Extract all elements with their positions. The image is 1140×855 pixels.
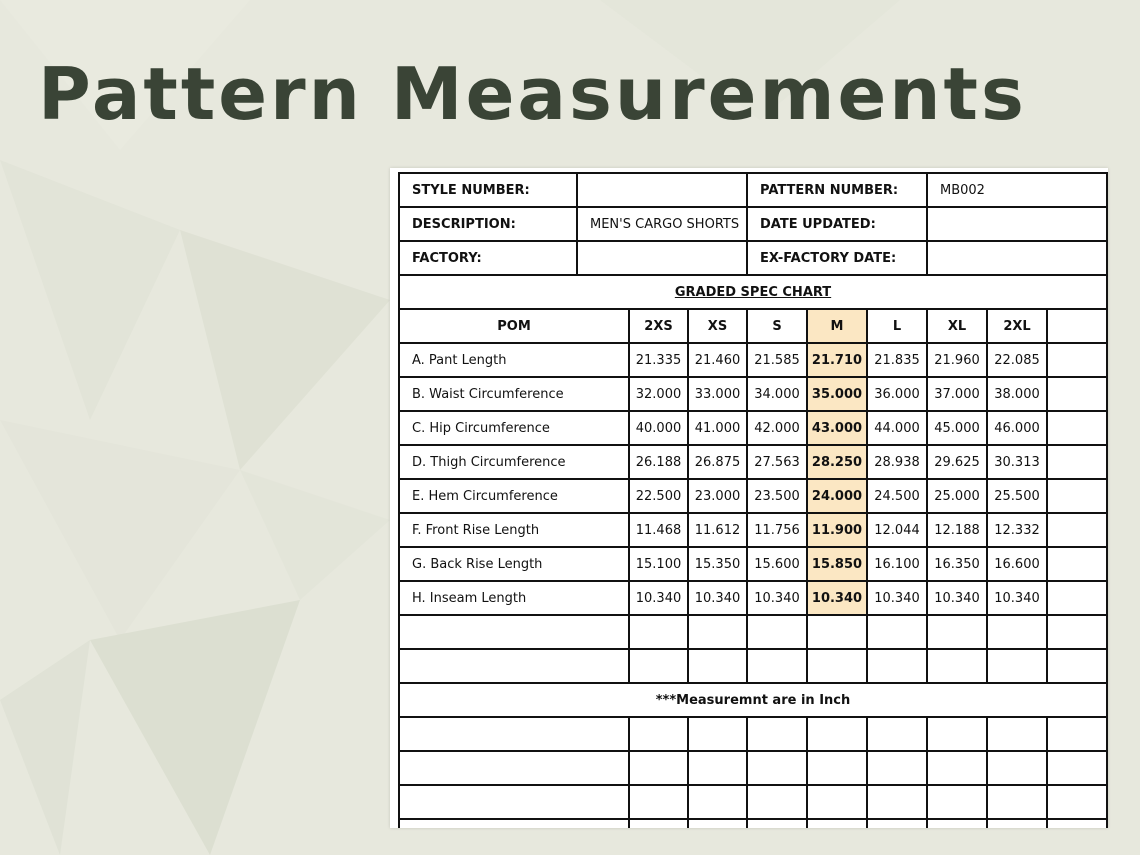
measurement-cell: 10.340 [867, 581, 927, 615]
measurement-cell: 34.000 [747, 377, 807, 411]
measurement-cell: 26.875 [688, 445, 747, 479]
empty-cell [629, 717, 688, 751]
measurement-cell: 28.938 [867, 445, 927, 479]
size-header-s: S [747, 309, 807, 343]
measurement-cell: 33.000 [688, 377, 747, 411]
measurement-cell: 11.612 [688, 513, 747, 547]
measurement-cell: 44.000 [867, 411, 927, 445]
measurement-cell: 21.335 [629, 343, 688, 377]
empty-cell [1047, 615, 1107, 649]
empty-cell [927, 819, 987, 828]
empty-cell [987, 785, 1047, 819]
header-row-factory [399, 241, 1107, 275]
empty-cell [807, 785, 867, 819]
empty-cell [629, 751, 688, 785]
measurement-cell: 16.600 [987, 547, 1047, 581]
empty-cell [867, 751, 927, 785]
empty-cell [1047, 785, 1107, 819]
measurement-cell: 21.710 [807, 343, 867, 377]
empty-cell [1047, 751, 1107, 785]
measurement-cell: 27.563 [747, 445, 807, 479]
measurement-cell: 12.044 [867, 513, 927, 547]
measurement-cell: 32.000 [629, 377, 688, 411]
pom-label: D. Thigh Circumference [399, 445, 629, 479]
empty-cell [807, 819, 867, 828]
description-field: MEN'S CARGO SHORTS [577, 207, 747, 241]
empty-cell [747, 649, 807, 683]
empty-cell [399, 785, 629, 819]
measurement-cell: 24.500 [867, 479, 927, 513]
measurement-cell: 28.250 [807, 445, 867, 479]
empty-cell [1047, 445, 1107, 479]
empty-cell [629, 649, 688, 683]
measurement-cell: 21.960 [927, 343, 987, 377]
measurement-cell: 21.460 [688, 343, 747, 377]
pattern-number-field: MB002 [927, 173, 1107, 207]
empty-cell [688, 717, 747, 751]
date-updated-field [927, 207, 1107, 241]
style-number-field [577, 173, 747, 207]
measurement-cell: 42.000 [747, 411, 807, 445]
empty-cell [688, 751, 747, 785]
measurement-cell: 15.850 [807, 547, 867, 581]
empty-cell [927, 717, 987, 751]
empty-cell [867, 717, 927, 751]
note-row [399, 683, 1107, 717]
date-updated-label: DATE UPDATED: [747, 207, 927, 241]
table-row [399, 547, 1107, 581]
chart-title-row [399, 275, 1107, 309]
measurement-cell: 43.000 [807, 411, 867, 445]
measurement-cell: 26.188 [629, 445, 688, 479]
header-row-description [399, 207, 1107, 241]
measurement-cell: 10.340 [807, 581, 867, 615]
empty-cell [807, 751, 867, 785]
measurement-cell: 10.340 [747, 581, 807, 615]
measurement-cell: 29.625 [927, 445, 987, 479]
description-label: DESCRIPTION: [399, 207, 577, 241]
empty-cell [867, 819, 927, 828]
empty-cell [399, 649, 629, 683]
measurement-cell: 10.340 [927, 581, 987, 615]
table-row [399, 343, 1107, 377]
measurement-cell: 10.340 [987, 581, 1047, 615]
empty-cell [747, 717, 807, 751]
empty-cell [1047, 377, 1107, 411]
measurement-cell: 22.500 [629, 479, 688, 513]
size-header-xl: XL [927, 309, 987, 343]
measurement-cell: 35.000 [807, 377, 867, 411]
empty-cell [747, 785, 807, 819]
empty-cell [688, 615, 747, 649]
empty-cell [688, 819, 747, 828]
measurement-cell: 16.100 [867, 547, 927, 581]
measurement-cell: 25.500 [987, 479, 1047, 513]
empty-cell [747, 615, 807, 649]
empty-cell [867, 649, 927, 683]
empty-row [399, 649, 1107, 683]
measurement-cell: 36.000 [867, 377, 927, 411]
measurement-cell: 21.585 [747, 343, 807, 377]
empty-cell [1047, 649, 1107, 683]
pom-label: E. Hem Circumference [399, 479, 629, 513]
empty-cell [747, 751, 807, 785]
spec-sheet [390, 168, 1108, 828]
empty-row [399, 785, 1107, 819]
chart-title: GRADED SPEC CHART [399, 275, 1107, 309]
measurement-cell: 15.600 [747, 547, 807, 581]
measurement-cell: 15.100 [629, 547, 688, 581]
pom-label: H. Inseam Length [399, 581, 629, 615]
empty-cell [927, 615, 987, 649]
pom-label: C. Hip Circumference [399, 411, 629, 445]
units-note: ***Measuremnt are in Inch [399, 683, 1107, 717]
pattern-number-label: PATTERN NUMBER: [747, 173, 927, 207]
empty-cell [688, 649, 747, 683]
ex-factory-date-label: EX-FACTORY DATE: [747, 241, 927, 275]
size-header-xs: XS [688, 309, 747, 343]
empty-cell [927, 649, 987, 683]
size-header-2xs: 2XS [629, 309, 688, 343]
empty-cell [1047, 343, 1107, 377]
style-number-label: STYLE NUMBER: [399, 173, 577, 207]
measurement-cell: 41.000 [688, 411, 747, 445]
table-row [399, 445, 1107, 479]
empty-cell [807, 615, 867, 649]
empty-cell [987, 649, 1047, 683]
measurement-cell: 25.000 [927, 479, 987, 513]
empty-cell [927, 751, 987, 785]
empty-row [399, 819, 1107, 828]
empty-cell [1047, 479, 1107, 513]
empty-cell [987, 615, 1047, 649]
factory-field [577, 241, 747, 275]
empty-cell [927, 785, 987, 819]
empty-cell [987, 819, 1047, 828]
empty-cell [1047, 581, 1107, 615]
pom-label: F. Front Rise Length [399, 513, 629, 547]
spec-table [398, 172, 1108, 828]
table-row [399, 581, 1107, 615]
measurement-cell: 22.085 [987, 343, 1047, 377]
measurement-cell: 10.340 [688, 581, 747, 615]
empty-cell [1047, 717, 1107, 751]
empty-cell [1047, 819, 1107, 828]
measurement-cell: 40.000 [629, 411, 688, 445]
empty-cell [399, 717, 629, 751]
table-row [399, 479, 1107, 513]
measurement-cell: 46.000 [987, 411, 1047, 445]
measurement-cell: 37.000 [927, 377, 987, 411]
page-title: Pattern Measurements [38, 52, 1027, 136]
measurement-cell: 21.835 [867, 343, 927, 377]
empty-cell [807, 649, 867, 683]
table-row [399, 513, 1107, 547]
empty-cell [629, 615, 688, 649]
size-header-2xl: 2XL [987, 309, 1047, 343]
table-row [399, 411, 1107, 445]
ex-factory-date-field [927, 241, 1107, 275]
empty-cell [399, 615, 629, 649]
measurement-cell: 12.332 [987, 513, 1047, 547]
factory-label: FACTORY: [399, 241, 577, 275]
empty-cell [867, 615, 927, 649]
empty-cell [807, 717, 867, 751]
empty-row [399, 717, 1107, 751]
measurement-cell: 11.900 [807, 513, 867, 547]
empty-cell [867, 785, 927, 819]
empty-cell [688, 785, 747, 819]
empty-cell [1047, 513, 1107, 547]
measurement-cell: 10.340 [629, 581, 688, 615]
pom-label: A. Pant Length [399, 343, 629, 377]
empty-cell [1047, 547, 1107, 581]
header-row-style [399, 173, 1107, 207]
measurement-cell: 24.000 [807, 479, 867, 513]
empty-cell [987, 751, 1047, 785]
empty-cell [629, 785, 688, 819]
measurement-cell: 30.313 [987, 445, 1047, 479]
pom-label: G. Back Rise Length [399, 547, 629, 581]
measurement-cell: 12.188 [927, 513, 987, 547]
measurement-cell: 16.350 [927, 547, 987, 581]
pom-label: B. Waist Circumference [399, 377, 629, 411]
measurement-cell: 23.500 [747, 479, 807, 513]
table-row [399, 377, 1107, 411]
pom-header: POM [399, 309, 629, 343]
empty-cell [747, 819, 807, 828]
measurement-cell: 11.468 [629, 513, 688, 547]
measurement-cell: 38.000 [987, 377, 1047, 411]
size-header-row [399, 309, 1107, 343]
measurement-cell: 11.756 [747, 513, 807, 547]
empty-cell [629, 819, 688, 828]
empty-row [399, 751, 1107, 785]
empty-cell [1047, 411, 1107, 445]
empty-cell [987, 717, 1047, 751]
size-header-m: M [807, 309, 867, 343]
empty-cell [399, 819, 629, 828]
measurement-cell: 23.000 [688, 479, 747, 513]
empty-cell [399, 751, 629, 785]
size-header-l: L [867, 309, 927, 343]
measurement-cell: 15.350 [688, 547, 747, 581]
measurement-cell: 45.000 [927, 411, 987, 445]
empty-cell [1047, 309, 1107, 343]
empty-row [399, 615, 1107, 649]
